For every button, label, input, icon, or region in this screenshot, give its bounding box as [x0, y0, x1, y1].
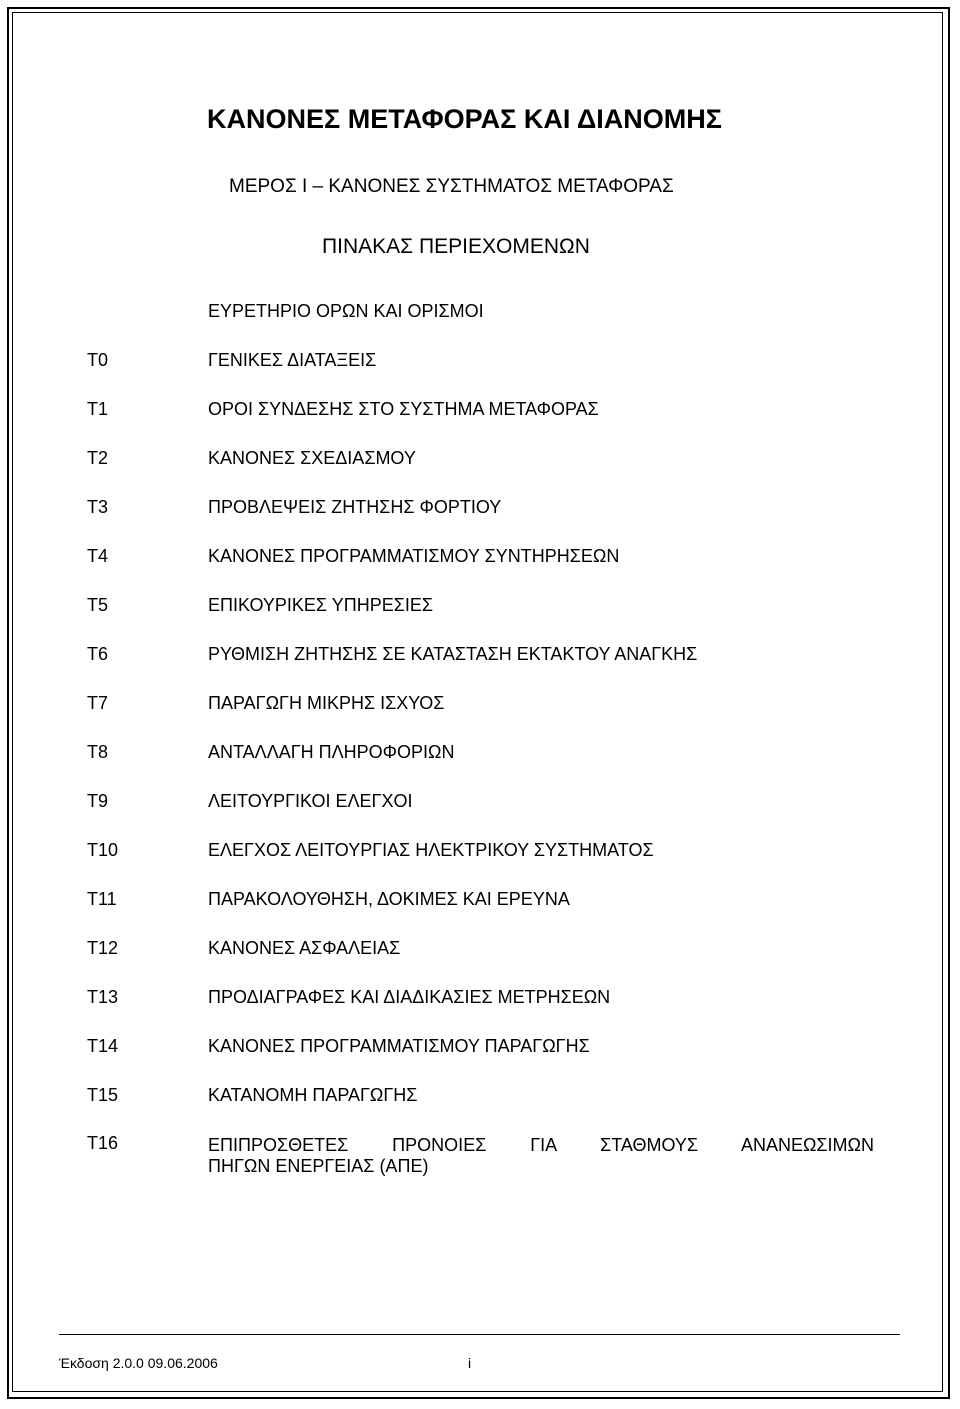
toc-title: ΕΠΙΠΡΟΣΘΕΤΕΣ ΠΡΟΝΟΙΕΣ ΓΙΑ ΣΤΑΘΜΟΥΣ ΑΝΑΝΕΩΣΙΜΩΝ: [208, 1135, 874, 1155]
toc-code: Τ13: [87, 987, 119, 1007]
toc-title: ΚΑΝΟΝΕΣ ΑΣΦΑΛΕΙΑΣ: [208, 938, 401, 958]
toc-entry: [0, 840, 960, 870]
toc-entry: [0, 644, 960, 674]
toc-entry-glossary: ΕΥΡΕΤΗΡΙΟ ΟΡΩΝ ΚΑΙ ΟΡΙΣΜΟΙ: [208, 301, 484, 321]
toc-title: ΠΑΡΑΚΟΛΟΥΘΗΣΗ, ΔΟΚΙΜΕΣ ΚΑΙ ΕΡΕΥΝΑ: [208, 889, 570, 909]
toc-code: Τ3: [87, 497, 109, 517]
toc-code: Τ1: [87, 399, 109, 419]
toc-heading: ΠΙΝΑΚΑΣ ΠΕΡΙΕΧΟΜΕΝΩΝ: [322, 235, 590, 258]
page-footer: [59, 1334, 900, 1386]
document-subtitle: ΜΕΡΟΣ Ι – ΚΑΝΟΝΕΣ ΣΥΣΤΗΜΑΤΟΣ ΜΕΤΑΦΟΡΑΣ: [229, 176, 674, 197]
toc-title: ΠΡΟΔΙΑΓΡΑΦΕΣ ΚΑΙ ΔΙΑΔΙΚΑΣΙΕΣ ΜΕΤΡΗΣΕΩΝ: [208, 987, 611, 1007]
toc-title: ΚΑΤΑΝΟΜΗ ΠΑΡΑΓΩΓΗΣ: [208, 1085, 418, 1105]
toc-entry: [0, 742, 960, 772]
toc-code: Τ10: [87, 840, 119, 860]
toc-title: ΕΛΕΓΧΟΣ ΛΕΙΤΟΥΡΓΙΑΣ ΗΛΕΚΤΡΙΚΟΥ ΣΥΣΤΗΜΑΤΟΣ: [208, 840, 654, 860]
toc-title: ΟΡΟΙ ΣΥΝΔΕΣΗΣ ΣΤΟ ΣΥΣΤΗΜΑ ΜΕΤΑΦΟΡΑΣ: [208, 399, 599, 419]
toc-title: ΑΝΤΑΛΛΑΓΗ ΠΛΗΡΟΦΟΡΙΩΝ: [208, 742, 455, 762]
toc-code: Τ7: [87, 693, 109, 713]
toc-entry: [0, 889, 960, 919]
toc-entry: [0, 987, 960, 1017]
toc-code: Τ11: [87, 889, 117, 909]
toc-entry: [0, 350, 960, 380]
toc-title: ΚΑΝΟΝΕΣ ΣΧΕΔΙΑΣΜΟΥ: [208, 448, 416, 468]
toc-entry: [0, 1036, 960, 1066]
toc-title: ΚΑΝΟΝΕΣ ΠΡΟΓΡΑΜΜΑΤΙΣΜΟΥ ΣΥΝΤΗΡΗΣΕΩΝ: [208, 546, 620, 566]
toc-title: ΠΑΡΑΓΩΓΗ ΜΙΚΡΗΣ ΙΣΧΥΟΣ: [208, 693, 445, 713]
toc-code: Τ0: [87, 350, 109, 370]
toc-title: ΠΡΟΒΛΕΨΕΙΣ ΖΗΤΗΣΗΣ ΦΟΡΤΙΟΥ: [208, 497, 502, 517]
toc-code: Τ6: [87, 644, 109, 664]
toc-title-continuation: ΠΗΓΩΝ ΕΝΕΡΓΕΙΑΣ (ΑΠΕ): [208, 1156, 429, 1176]
footer-version: Έκδοση 2.0.0 09.06.2006: [59, 1355, 218, 1371]
toc-code: Τ2: [87, 448, 109, 468]
toc-entry: [0, 791, 960, 821]
toc-code: Τ5: [87, 595, 109, 615]
toc-entry: [0, 497, 960, 527]
toc-entry: [0, 1133, 960, 1185]
toc-entry: [0, 448, 960, 478]
toc-entry: [0, 693, 960, 723]
toc-title: ΛΕΙΤΟΥΡΓΙΚΟΙ ΕΛΕΓΧΟΙ: [208, 791, 413, 811]
toc-entry: [0, 399, 960, 429]
toc-entry: [0, 546, 960, 576]
toc-title: ΚΑΝΟΝΕΣ ΠΡΟΓΡΑΜΜΑΤΙΣΜΟΥ ΠΑΡΑΓΩΓΗΣ: [208, 1036, 590, 1056]
toc-entry: [0, 938, 960, 968]
toc-code: Τ14: [87, 1036, 119, 1056]
toc-title: ΡΥΘΜΙΣΗ ΖΗΤΗΣΗΣ ΣΕ ΚΑΤΑΣΤΑΣΗ ΕΚΤΑΚΤΟΥ ΑΝΑΓΚΗΣ: [208, 644, 698, 664]
toc-code: Τ8: [87, 742, 109, 762]
toc-code: Τ15: [87, 1085, 119, 1105]
toc-code: Τ12: [87, 938, 119, 958]
document-title: ΚΑΝΟΝΕΣ ΜΕΤΑΦΟΡΑΣ ΚΑΙ ΔΙΑΝΟΜΗΣ: [207, 104, 722, 134]
toc-title: ΕΠΙΚΟΥΡΙΚΕΣ ΥΠΗΡΕΣΙΕΣ: [208, 595, 433, 615]
toc-code: Τ16: [87, 1133, 119, 1153]
toc-entry: [0, 595, 960, 625]
toc-entry: [0, 1085, 960, 1115]
toc-code: Τ4: [87, 546, 109, 566]
footer-page-number: i: [468, 1355, 472, 1371]
toc-code: Τ9: [87, 791, 109, 811]
toc-title: ΓΕΝΙΚΕΣ ΔΙΑΤΑΞΕΙΣ: [208, 350, 377, 370]
